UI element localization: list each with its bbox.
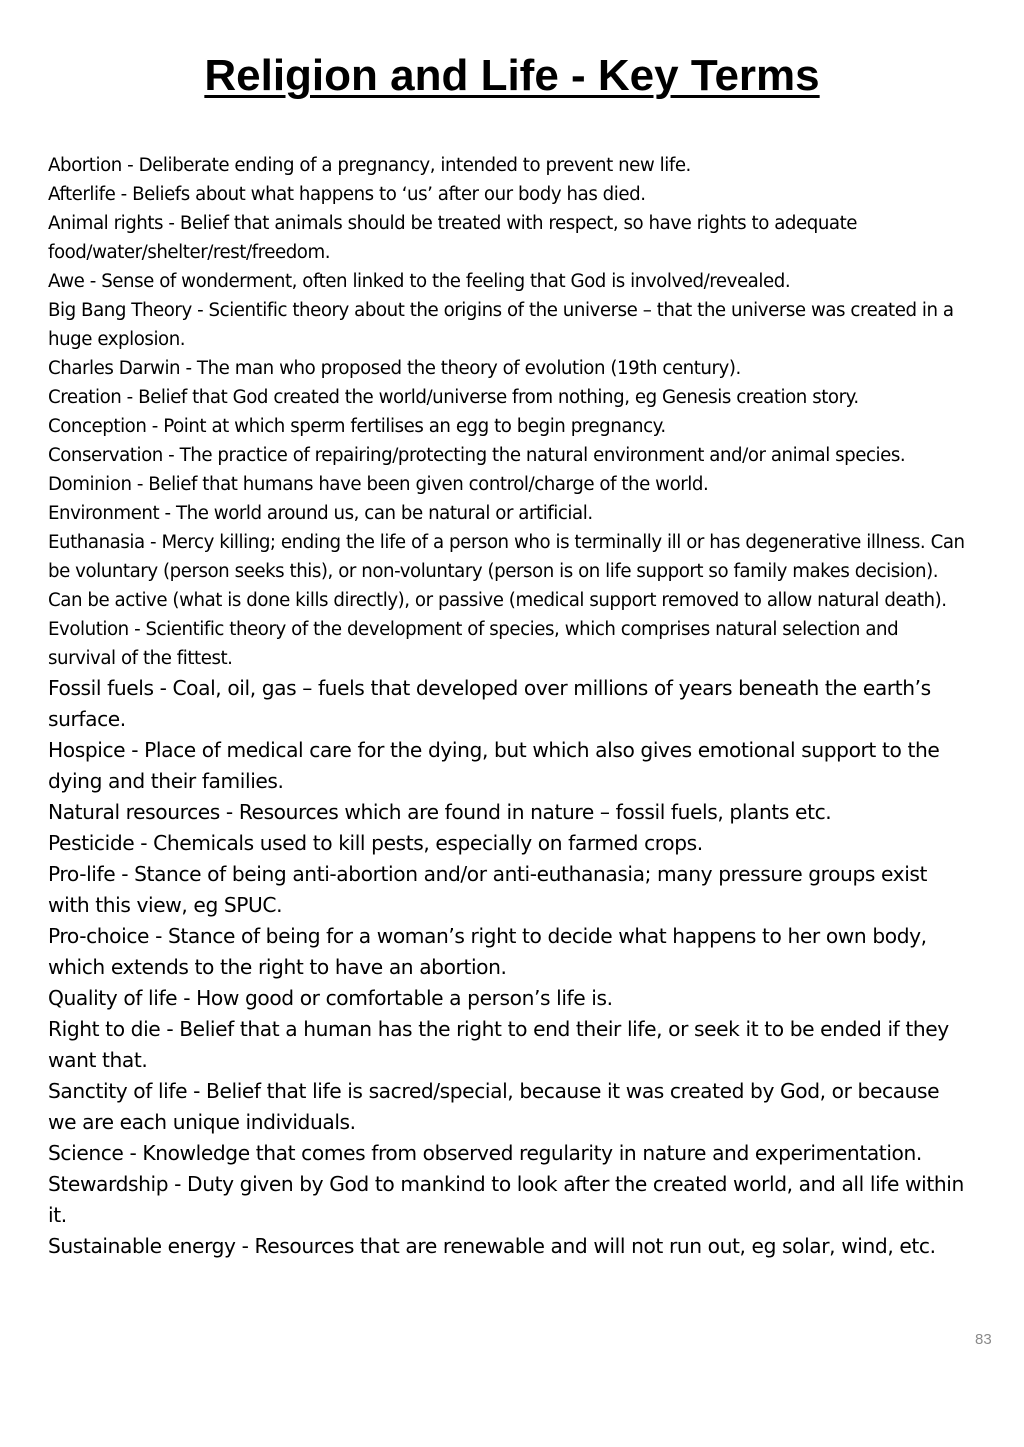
- term-sanctity-of-life: Sanctity of life - Belief that life is sacred/special, because it was created by God, or because we are each unique individuals.: [48, 1079, 940, 1134]
- term-hospice: Hospice - Place of medical care for the dying, but which also gives emotional support to the dying and their families.: [48, 738, 940, 793]
- term-creation: Creation - Belief that God created the world/universe from nothing, eg Genesis creation story.: [48, 387, 859, 408]
- term-pesticide: Pesticide - Chemicals used to kill pests, especially on farmed crops.: [48, 831, 703, 855]
- term-big-bang-theory: Big Bang Theory - Scientific theory about the origins of the universe – that the universe was created in a huge explosion.: [48, 300, 954, 350]
- page-title: Religion and Life - Key Terms: [204, 51, 820, 100]
- term-fossil-fuels: Fossil fuels - Coal, oil, gas – fuels that developed over millions of years beneath the earth’s surface.: [48, 676, 931, 731]
- term-pro-choice: Pro-choice - Stance of being for a woman’s right to decide what happens to her own body, which extends to the right to have an abortion.: [48, 924, 927, 979]
- term-pro-life: Pro-life - Stance of being anti-abortion and/or anti-euthanasia; many pressure groups exist with this view, eg SPUC.: [48, 862, 928, 917]
- term-science: Science - Knowledge that comes from observed regularity in nature and experimentation.: [48, 1141, 922, 1165]
- term-sustainable-energy: Sustainable energy - Resources that are renewable and will not run out, eg solar, wind, etc.: [48, 1234, 936, 1258]
- term-awe: Awe - Sense of wonderment, often linked to the feeling that God is involved/revealed.: [48, 271, 791, 292]
- term-dominion: Dominion - Belief that humans have been given control/charge of the world.: [48, 474, 709, 495]
- term-natural-resources: Natural resources - Resources which are found in nature – fossil fuels, plants etc.: [48, 800, 832, 824]
- term-conception: Conception - Point at which sperm fertilises an egg to begin pregnancy.: [48, 416, 666, 437]
- term-charles-darwin: Charles Darwin - The man who proposed the theory of evolution (19th century).: [48, 358, 741, 379]
- term-animal-rights: Animal rights - Belief that animals should be treated with respect, so have rights to adequate food/water/shelter/rest/freedom.: [48, 213, 858, 263]
- term-evolution: Evolution - Scientific theory of the development of species, which comprises natural selection and survival of the fittest.: [48, 619, 899, 669]
- term-abortion: Abortion - Deliberate ending of a pregnancy, intended to prevent new life.: [48, 155, 691, 176]
- term-afterlife: Afterlife - Beliefs about what happens to ‘us’ after our body has died.: [48, 184, 646, 205]
- key-terms-list: [48, 151, 968, 1262]
- term-euthanasia: Euthanasia - Mercy killing; ending the life of a person who is terminally ill or has degenerative illness. Can be voluntary (person seeks this), or non-voluntary (person is on life support so family makes decision). Can be active (what is done kills directly), or passive (medical support removed to allow natural death).: [48, 532, 965, 611]
- term-quality-of-life: Quality of life - How good or comfortable a person’s life is.: [48, 986, 613, 1010]
- term-right-to-die: Right to die - Belief that a human has the right to end their life, or seek it to be ended if they want that.: [48, 1017, 949, 1072]
- term-stewardship: Stewardship - Duty given by God to mankind to look after the created world, and all life within it.: [48, 1172, 964, 1227]
- page-number: 83: [975, 1331, 992, 1348]
- term-environment: Environment - The world around us, can be natural or artificial.: [48, 503, 593, 524]
- term-conservation: Conservation - The practice of repairing/protecting the natural environment and/or animal species.: [48, 445, 906, 466]
